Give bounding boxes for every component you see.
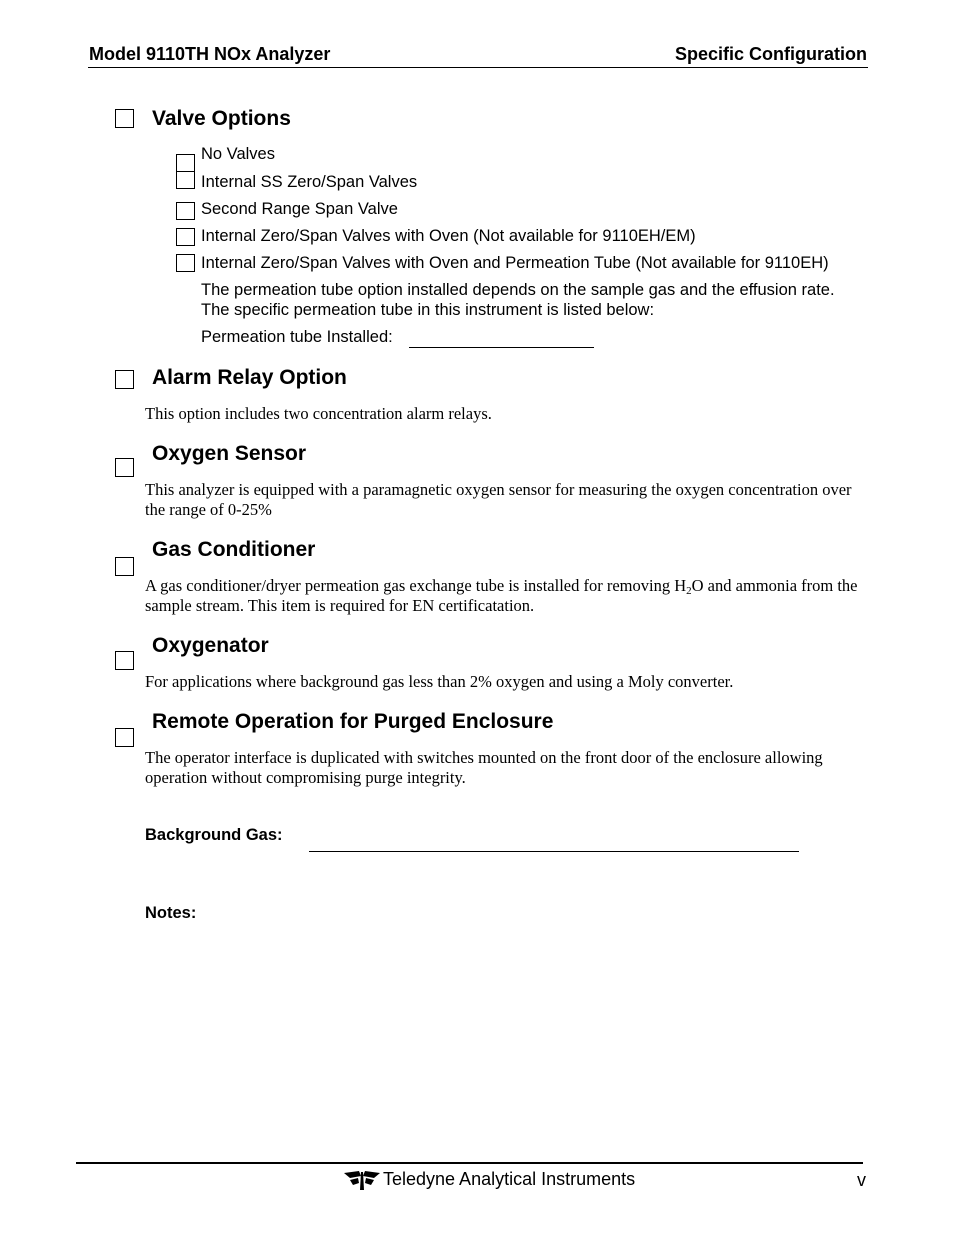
gas-conditioner-text-after: O and ammonia from the sample stream. This item is required for EN certificatation.: [145, 576, 858, 615]
valve-option-checkbox[interactable]: [176, 171, 195, 189]
h2o-subscript: 2: [686, 585, 692, 597]
valve-option-checkbox[interactable]: [176, 202, 195, 220]
permeation-note-line1: The permeation tube option installed depends on the sample gas and the effusion rate.: [201, 281, 835, 299]
background-gas-label: Background Gas:: [145, 826, 283, 844]
page-number: v: [857, 1170, 866, 1190]
permeation-tube-label: Permeation tube Installed:: [201, 328, 393, 346]
remote-operation-description: The operator interface is duplicated with switches mounted on the front door of the enclosure allowing operation without compromising purge integrity.: [145, 748, 823, 787]
footer-company: Teledyne Analytical Instruments: [383, 1169, 636, 1189]
teledyne-logo-icon: [344, 1168, 380, 1192]
gas-conditioner-description: [145, 576, 861, 616]
alarm-relay-checkbox[interactable]: [115, 370, 134, 389]
gas-conditioner-text-before: A gas conditioner/dryer permeation gas exchange tube is installed for removing H: [145, 576, 687, 595]
permeation-tube-field[interactable]: [409, 347, 594, 348]
oxygenator-heading: Oxygenator: [152, 634, 269, 657]
valve-option-label: Internal Zero/Span Valves with Oven (Not available for 9110EH/EM): [201, 227, 696, 245]
header-rule: [88, 67, 868, 68]
oxygenator-checkbox[interactable]: [115, 651, 134, 670]
oxygen-sensor-description: This analyzer is equipped with a paramagnetic oxygen sensor for measuring the oxygen concentration over the range of 0-25%: [145, 480, 852, 519]
valve-option-label: Internal SS Zero/Span Valves: [201, 173, 418, 191]
oxygenator-description: For applications where background gas less than 2% oxygen and using a Moly converter.: [145, 672, 734, 691]
alarm-relay-description: This option includes two concentration alarm relays.: [145, 404, 492, 423]
gas-conditioner-heading: Gas Conditioner: [152, 538, 316, 561]
permeation-note-line2: The specific permeation tube in this instrument is listed below:: [201, 301, 655, 319]
valve-option-label: Internal Zero/Span Valves with Oven and Permeation Tube (Not available for 9110EH): [201, 254, 829, 272]
valve-options-checkbox[interactable]: [115, 109, 134, 128]
header-title: Model 9110TH NOx Analyzer: [89, 44, 331, 64]
valve-option-checkbox[interactable]: [176, 254, 195, 272]
footer-rule: [76, 1162, 863, 1164]
notes-label: Notes:: [145, 904, 197, 922]
gas-conditioner-checkbox[interactable]: [115, 557, 134, 576]
valve-option-checkbox[interactable]: [176, 154, 195, 172]
valve-option-checkbox[interactable]: [176, 228, 195, 246]
oxygen-sensor-heading: Oxygen Sensor: [152, 442, 307, 465]
valve-option-label: No Valves: [201, 145, 275, 163]
valve-options-heading: Valve Options: [152, 107, 291, 130]
valve-option-label: Second Range Span Valve: [201, 200, 398, 218]
oxygen-sensor-checkbox[interactable]: [115, 458, 134, 477]
header-section: Specific Configuration: [674, 44, 867, 64]
remote-operation-heading: Remote Operation for Purged Enclosure: [152, 710, 554, 733]
remote-operation-checkbox[interactable]: [115, 728, 134, 747]
alarm-relay-heading: Alarm Relay Option: [152, 366, 347, 389]
background-gas-field[interactable]: [309, 851, 799, 852]
